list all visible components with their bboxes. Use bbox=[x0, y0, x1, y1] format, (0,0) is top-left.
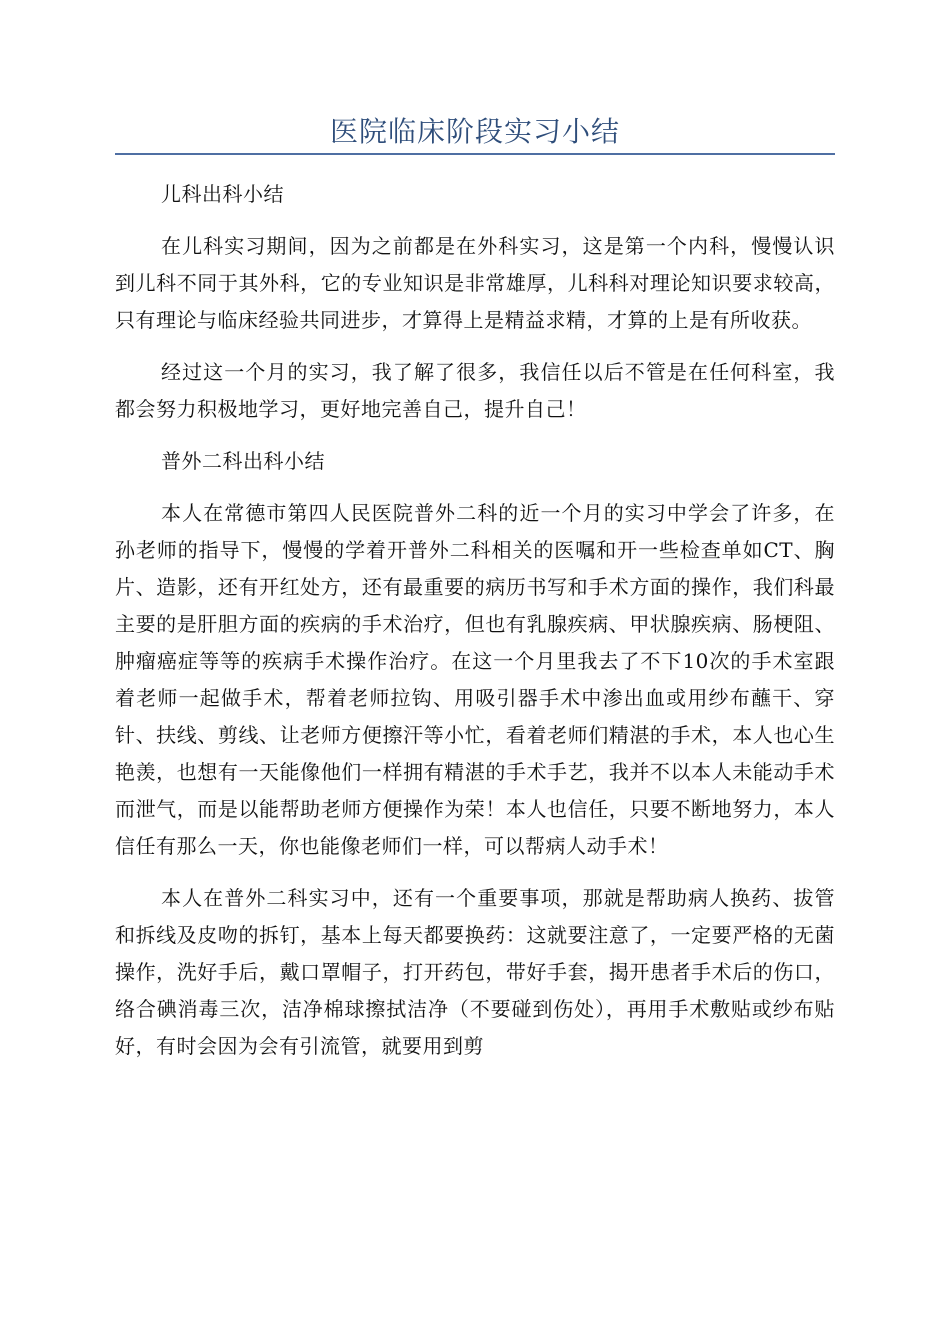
section-heading-general-surgery: 普外二科出科小结 bbox=[161, 449, 325, 473]
document-body bbox=[115, 176, 835, 1080]
paragraph: 本人在普外二科实习中，还有一个重要事项，那就是帮助病人换药、拔管和拆线及皮吻的拆钉，基本上每天都要换药：这就要注意了，一定要严格的无菌操作，洗好手后，戴口罩帽子，打开药包，带好手套，揭开患者手术后的伤口，络合碘消毒三次，洁净棉球擦拭洁净（不要碰到伤处），再用手术敷贴或纱布贴好，有时会因为会有引流管，就要用到剪 bbox=[115, 886, 835, 1058]
paragraph: 在儿科实习期间，因为之前都是在外科实习，这是第一个内科，慢慢认识到儿科不同于其外科，它的专业知识是非常雄厚，儿科科对理论知识要求较高，只有理论与临床经验共同进步，才算得上是精益求精，才算的上是有所收获。 bbox=[115, 234, 835, 332]
paragraph: 经过这一个月的实习，我了解了很多，我信任以后不管是在任何科室，我都会努力积极地学习，更好地完善自己，提升自己！ bbox=[115, 360, 835, 421]
title-underline bbox=[115, 153, 835, 155]
paragraph: 本人在常德市第四人民医院普外二科的近一个月的实习中学会了许多，在孙老师的指导下，慢慢的学着开普外二科相关的医嘱和开一些检查单如CT、胸片、造影，还有开红处方，还有最重要的病历书写和手术方面的操作，我们科最主要的是肝胆方面的疾病的手术治疗，但也有乳腺疾病、甲状腺疾病、肠梗阻、肿瘤癌症等等的疾病手术操作治疗。在这一个月里我去了不下10次的手术室跟着老师一起做手术，帮着老师拉钩、用吸引器手术中渗出血或用纱布蘸干、穿针、扶线、剪线、让老师方便擦汗等小忙，看着老师们精湛的手术，本人也心生艳羡，也想有一天能像他们一样拥有精湛的手术手艺，我并不以本人未能动手术而泄气，而是以能帮助老师方便操作为荣！本人也信任，只要不断地努力，本人信任有那么一天，你也能像老师们一样，可以帮病人动手术！ bbox=[115, 501, 835, 858]
section-heading-pediatrics: 儿科出科小结 bbox=[161, 182, 284, 206]
document-title: 医院临床阶段实习小结 bbox=[329, 115, 620, 148]
